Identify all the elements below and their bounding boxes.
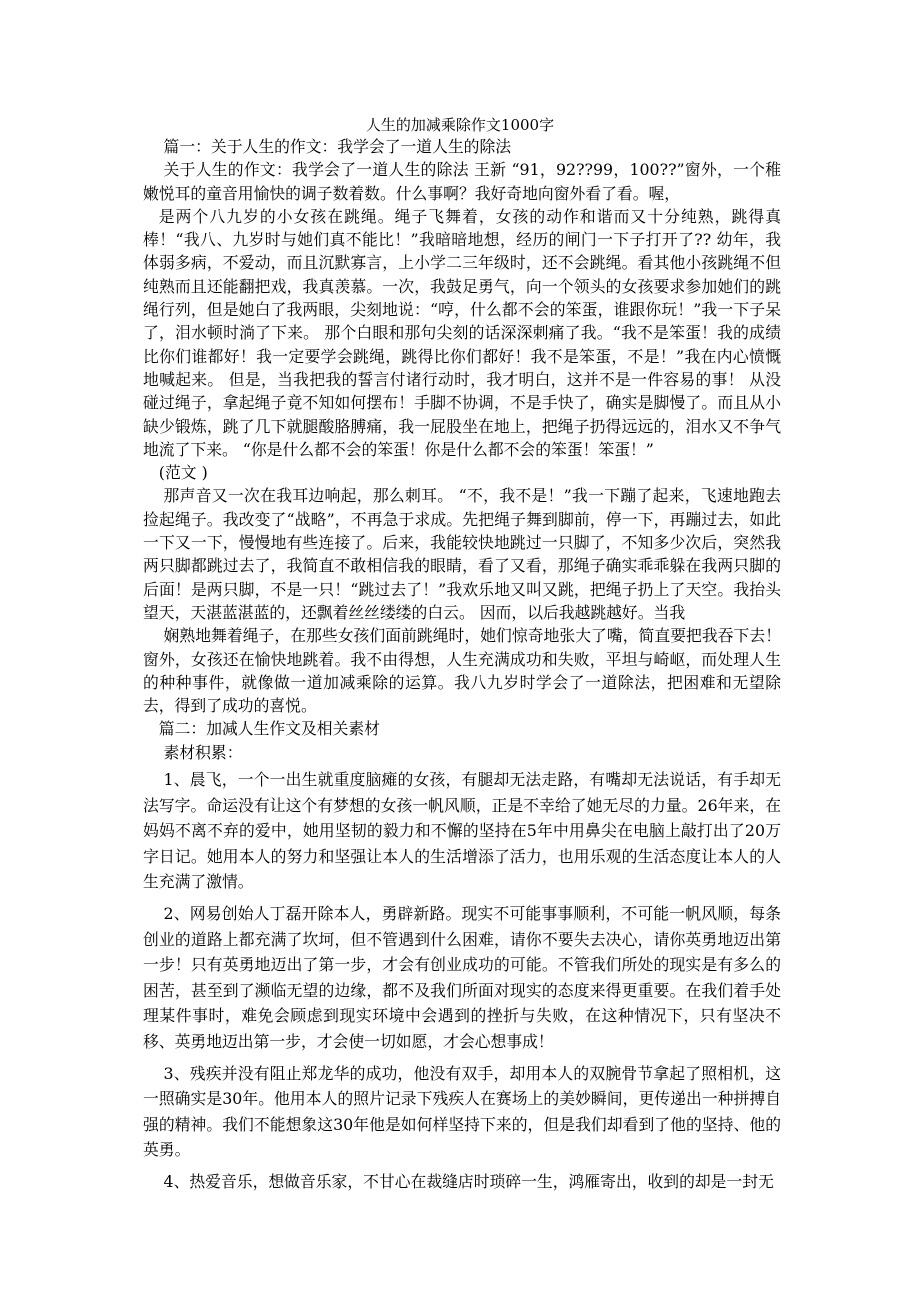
paragraph: 那声音又一次在我耳边响起，那么刺耳。 “不，我不是！”我一下蹦了起来，飞速地跑去捡起绳子。我改变了“战略”，不再急于求成。先把绳子舞到脚前，停一下，再蹦过去，如此一下又一下，慢慢地有些连接了。后来，我能较快地跳过一只脚了，不知多少次后，突然我两只脚都跳过去了，我简直不敢相信我的眼睛，看了又看，那绳子确实乖乖躲在我两只脚的后面！是两只脚，不是一只！“跳过去了！”我欢乐地又叫又跳，把绳子扔上了天空。我抬头望天，天湛蓝湛蓝的，还飘着丝丝缕缕的白云。 因而，以后我越跳越好。当我 <box>143 486 781 622</box>
paragraph: 娴熟地舞着绳子，在那些女孩们面前跳绳时，她们惊奇地张大了嘴，简直要把我吞下去！窗外，女孩还在愉快地跳着。我不由得想，人生充满成功和失败，平坦与崎岖，而处理人生的种种事件，就像做一道加减乘除的运算。我八九岁时学会了一道除法，把困难和无望除去，得到了成功的喜悦。 <box>143 626 781 716</box>
section-heading-2: 篇二：加减人生作文及相关素材 <box>158 719 380 739</box>
section-heading-1: 篇一：关于人生的作文：我学会了一道人生的除法 <box>163 137 512 156</box>
list-item: 4、热爱音乐，想做音乐家，不甘心在裁缝店时琐碎一生，鸿雁寄出，收到的却是一封无 <box>163 1171 774 1191</box>
paragraph: 是两个八九岁的小女孩在跳绳。绳子飞舞着，女孩的动作和谐而又十分纯熟，跳得真棒！“我八、九岁时与她们真不能比！”我暗暗地想，经历的闸门一下子打开了?? 幼年，我体弱多病，不爱动，而且沉默寡言，上小学二三年级时，还不会跳绳。看其他小孩跳绳不但纯熟而且还能翻把戏，我真羡慕。一次，我鼓足勇气，向一个领头的女孩要求参加她们的跳绳行列，但是她白了我两眼，尖刻地说：“哼，什么都不会的笨蛋，谁跟你玩！”我一下子呆了，泪水顿时淌了下来。 那个白眼和那句尖刻的话深深刺痛了我。“我不是笨蛋！我的成绩比你们谁都好！我一定要学会跳绳，跳得比你们都好！我不是笨蛋，不是！”我在内心愤慨地喊起来。 但是，当我把我的誓言付诸行动时，我才明白，这并不是一件容易的事！ 从没碰过绳子，拿起绳子竟不知如何摆布！手脚不协调，不是手快了，确实是脚慢了。而且从小缺少锻炼，跳了几下就腿酸胳膊痛，我一屁股坐在地上，把绳子扔得远远的，泪水又不争气地流了下来。 “你是什么都不会的笨蛋！你是什么都不会的笨蛋！笨蛋！” <box>143 206 781 459</box>
paragraph: 关于人生的作文：我学会了一道人生的除法 王新 “91，92??99，100??”窗外，一个稚嫩悦耳的童音用愉快的调子数着数。什么事啊？我好奇地向窗外看了看。喔， <box>143 160 781 203</box>
material-label: 素材积累： <box>163 742 243 762</box>
source-note: (范文 ) <box>158 463 208 483</box>
list-item: 1、晨飞，一个一出生就重度脑瘫的女孩，有腿却无法走路，有嘴却无法说话，有手却无法写字。命运没有让这个有梦想的女孩一帆风顺，正是不幸给了她无尽的力量。26年来，在妈妈不离不弃的爱中，她用坚韧的毅力和不懈的坚持在5年中用鼻尖在电脑上敲打出了20万字日记。她用本人的努力和坚强让本人的生活增添了活力，也用乐观的生活态度让本人的人生充满了激情。 <box>143 770 781 892</box>
document-body <box>143 135 781 1195</box>
list-item: 2、网易创始人丁磊开除本人，勇辟新路。现实不可能事事顺利，不可能一帆风顺，每条创业的道路上都充满了坎坷，但不管遇到什么困难，请你不要失去决心，请你英勇地迈出第一步！只有英勇地迈出了第一步，才会有创业成功的可能。不管我们所处的现实是有多么的困苦，甚至到了濒临无望的边缘，都不及我们所面对现实的态度来得更重要。在我们着手处理某件事时，难免会顾虑到现实环境中会遇到的挫折与失败，在这种情况下，只有坚决不移、英勇地迈出第一步，才会使一切如愿，才会心想事成！ <box>143 903 781 1051</box>
list-item: 3、残疾并没有阻止郑龙华的成功，他没有双手，却用本人的双腕骨节拿起了照相机，这一照确实是30年。他用本人的照片记录下残疾人在赛场上的美妙瞬间，更传递出一种拼搏自强的精神。我们不能想象这30年他是如何样坚持下来的，但是我们却看到了他的坚持、他的英勇。 <box>143 1063 781 1160</box>
document-title: 人生的加减乘除作文1000字 <box>365 116 555 134</box>
